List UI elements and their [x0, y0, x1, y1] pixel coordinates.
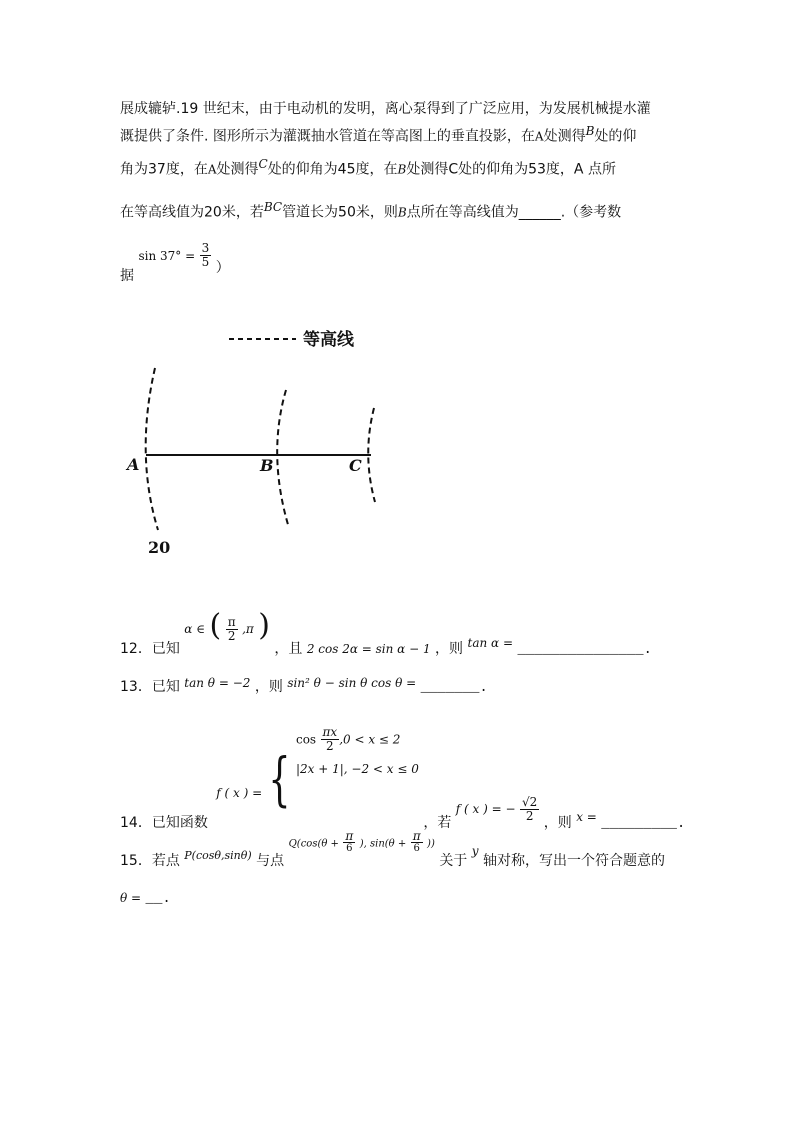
problem11-line5 — [120, 236, 230, 284]
equation: 2 cos 2α = sin α − 1 — [306, 642, 431, 656]
legend-label: 等高线 — [303, 330, 354, 350]
problem-number: 13．已知 — [120, 679, 180, 695]
fraction-numerator: π — [412, 829, 421, 844]
text: ，则 — [254, 679, 283, 695]
point-p: P(cosθ,sinθ) — [184, 848, 252, 862]
fraction-denominator: 2 — [326, 739, 334, 753]
contour-line-c — [368, 408, 375, 502]
point-a-ref: A — [207, 162, 217, 177]
text: ，且 — [274, 641, 303, 657]
piecewise-cases — [296, 726, 419, 776]
condition: tan θ = −2 — [184, 676, 251, 690]
interval-open-paren: ( — [209, 608, 222, 643]
point-q — [289, 831, 435, 854]
text: 与点 — [256, 852, 285, 869]
rhs-fraction — [520, 796, 539, 823]
text: 点所在等高线值为______.（参考数 — [406, 204, 622, 221]
fraction-denominator: 6 — [413, 843, 420, 855]
case1-condition: ,0 < x ≤ 2 — [339, 732, 401, 747]
fraction-numerator: π — [345, 829, 354, 844]
piecewise-case-2: |2x + 1|, −2 < x ≤ 0 — [295, 762, 419, 776]
text: ，则 — [435, 641, 464, 657]
answer-blank: _______________. — [517, 642, 652, 658]
text: 处测得 — [543, 128, 586, 145]
segment-bc-ref: BC — [263, 200, 283, 214]
tan-alpha: tan α = — [467, 636, 513, 650]
problem11-line4 — [120, 200, 621, 222]
problem-number: 12．已知 — [120, 641, 180, 657]
point-label-a: A — [127, 455, 140, 474]
text: ） — [215, 259, 230, 276]
contour-line-b — [277, 390, 289, 528]
fraction-numerator: √2 — [522, 794, 538, 809]
q-part3: )) — [427, 838, 435, 850]
expression: sin² θ − sin θ cos θ = — [287, 676, 417, 690]
q-part2: ), sin(θ + — [359, 838, 407, 850]
text: 关于 — [439, 852, 468, 869]
interval-fraction — [226, 616, 238, 643]
problem14 — [120, 724, 686, 832]
fraction-numerator: πx — [322, 725, 338, 739]
function-value: f ( x ) = − — [455, 802, 516, 816]
point-a-ref: A — [534, 129, 544, 144]
point-b-ref: B — [397, 162, 407, 177]
piecewise-brace: { — [268, 745, 291, 813]
text: 据 — [120, 267, 134, 284]
sin37-expression: sin 37° = — [138, 248, 196, 263]
interval-close-paren: ) — [258, 608, 270, 643]
y-axis: y — [471, 844, 479, 858]
text: 管道长为50米，则 — [282, 204, 398, 221]
theta-equals: θ = — [120, 891, 142, 905]
problem-number: 14．已知函数 — [120, 815, 208, 831]
point-c-ref: C — [258, 157, 268, 171]
text: ，若 — [423, 815, 452, 831]
problem-number: 15．若点 — [120, 852, 180, 869]
point-b-ref: B — [397, 205, 407, 220]
fraction-numerator: 3 — [201, 241, 210, 255]
q-fraction-2 — [411, 831, 423, 854]
problem11-line1: 展成辘轳.19 世纪末，由于电动机的发明，离心泵得到了广泛应用，为发展机械提水灌 — [120, 101, 651, 117]
problem12 — [120, 594, 652, 658]
problem11-line3 — [120, 157, 616, 179]
piecewise-case-1 — [296, 726, 419, 756]
text: 处的仰角为45度，在 — [267, 161, 398, 178]
text: 在等高线值为20米，若 — [120, 204, 264, 221]
q-part1: Q(cos(θ + — [288, 838, 339, 850]
fraction-numerator: π — [227, 614, 236, 629]
fraction-denominator: 6 — [346, 843, 353, 855]
text: 处测得C处的仰角为53度，A 点所 — [406, 161, 616, 178]
cos: cos — [295, 732, 317, 747]
problem13 — [120, 676, 488, 696]
x-equals: x = — [576, 810, 597, 824]
answer-blank: __. — [145, 891, 171, 907]
point-label-b: B — [260, 456, 274, 475]
text: 轴对称，写出一个符合题意的 — [483, 852, 665, 869]
fraction-denominator: 2 — [525, 808, 534, 823]
text: 处测得 — [216, 161, 259, 178]
contour-value-label: 20 — [148, 538, 171, 557]
case1-fraction — [321, 726, 340, 753]
problem11-line2 — [120, 124, 636, 146]
fraction-denominator: 5 — [201, 255, 210, 269]
answer-blank: _______. — [420, 680, 488, 696]
interval-rest: ,π — [242, 622, 254, 636]
text: 处的仰 — [594, 128, 637, 145]
fraction-denominator: 2 — [227, 628, 236, 643]
q-fraction-1 — [343, 831, 355, 854]
text: ，则 — [543, 815, 572, 831]
contour-line-a — [146, 368, 158, 530]
sin37-fraction — [200, 242, 212, 269]
point-b-ref: B — [585, 124, 595, 138]
alpha-membership: α ∈ — [184, 622, 206, 636]
problem15-answer — [120, 890, 171, 907]
answer-blank: _________. — [601, 816, 686, 832]
text: 溉提供了条件. 图形所示为灌溉抽水管道在等高图上的垂直投影，在 — [120, 128, 535, 145]
text: 角为37度，在 — [120, 161, 208, 178]
point-label-c: C — [349, 456, 362, 475]
function-def: f ( x ) = — [216, 786, 263, 800]
